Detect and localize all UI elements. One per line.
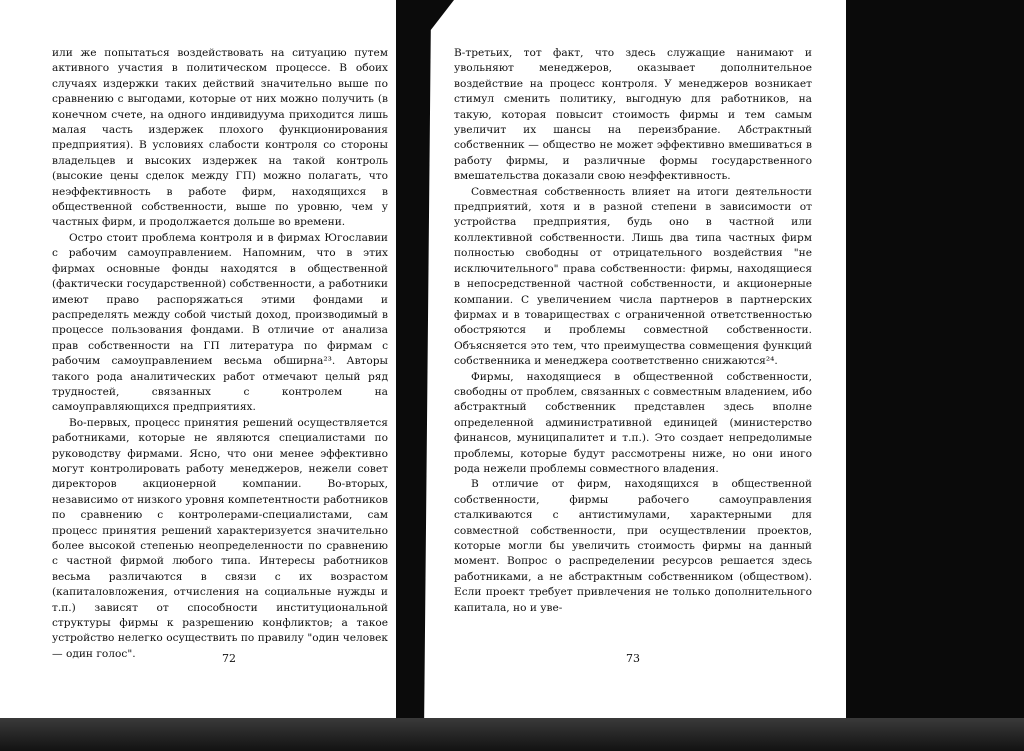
right-paragraph-3: Фирмы, находящиеся в общественной собственности, свободны от проблем, связанных с совместным владением, ибо абстрактный собственник представлен здесь вполне определенной административной единицей (министерство финансов, муниципалитет и т.п.). Это создает непредолимые проблемы, которые будут рассмотрены ниже, но они иного рода нежели проблемы совместного владения. [454, 370, 812, 475]
left-paragraph-2: Остро стоит проблема контроля и в фирмах Югославии с рабочим самоуправлением. Напомним, что в этих фирмах основные фонды находятся в общественной (фактически государственной) собственности, а работники имеют право распоряжаться этими фондами и распределять между собой чистый доход, производимый в процессе пользования фондами. В отличие от анализа прав собственности на ГП литература по фирмам с рабочим самоуправлением весьма обширна²³. Авторы такого рода аналитических работ отмечают целый ряд трудностей, связанных с контролем на самоуправляющихся предприятиях. [52, 231, 388, 414]
right-paragraph-4: В отличие от фирм, находящихся в общественной собственности, фирмы рабочего самоуправления сталкиваются с антистимулами, характерными для совместной собственности, при осуществлении проектов, которые могли бы увеличить стоимость фирмы на данный момент. Вопрос о распределении ресурсов решается здесь работниками, а не абстрактным собственником (обществом). Если проект требует привлечения не только дополнительного капитала, но и уве- [454, 478, 812, 614]
right-page-number: 73 [626, 652, 640, 665]
scan-bottom-edge [0, 718, 1024, 751]
scan-dark-margin [846, 0, 1024, 751]
right-page-text [454, 46, 812, 616]
right-paragraph-2: Совместная собственность влияет на итоги деятельности предприятий, хотя и в разной степени в зависимости от устройства предприятия, будь оно в частной или коллективной собственности. Лишь два типа частных фирм полностью свободны от отрицательного воздействия "не исключительного" права собственности: фирмы, находящиеся в непосредственной частной собственности, и акционерные компании. С увеличением числа партнеров в партнерских фирмах и в товариществах с ограниченной ответственностью обостряются и проблемы совместной собственности. Объясняется это тем, что преимущества совмещения функций собственника и менеджера соответственно снижаются²⁴. [454, 185, 812, 368]
right-paragraph-1: В-третьих, тот факт, что здесь служащие нанимают и увольняют менеджеров, оказывает дополнительное воздействие на процесс контроля. У менеджеров возникает стимул сменить политику, выгодную для работников, на такую, которая повысит стоимость фирмы и тем самым увеличит их шансы на переизбрание. Абстрактный собственник — общество не может эффективно вмешиваться в работу фирмы, и различные формы государственного вмешательства доказали свою неэффективность. [454, 47, 812, 183]
left-page-text [52, 46, 388, 662]
book-spine-shadow [396, 0, 454, 751]
left-paragraph-1: или же попытаться воздействовать на ситуацию путем активного участия в политическом процессе. В обоих случаях издержки таких действий значительно выше по сравнению с выгодами, которые от них можно получить (в конечном счете, на одного индивидуума приходится лишь малая часть издержек плохого функционирования предприятия). В условиях слабости контроля со стороны владельцев и высоких издержек на такой контроль (высокие цены сделок между ГП) можно полагать, что неэффективность в работе фирм, находящихся в общественной собственности, выше по уровню, чем у частных фирм, и продолжается дольше во времени. [52, 47, 388, 229]
left-page-number: 72 [222, 652, 236, 665]
left-paragraph-3: Во-первых, процесс принятия решений осуществляется работниками, которые не являются специалистами по руководству фирмами. Ясно, что они менее эффективно могут контролировать работу менеджеров, нежели совет директоров акционерной компании. Во-вторых, независимо от низкого уровня компетентности работников по сравнению с контролерами-специалистами, сам процесс принятия решений характеризуется значительно более высокой степенью неопределенности по сравнению с частной фирмой любого типа. Интересы работников весьма различаются в связи с их возрастом (капиталовложения, отчисления на социальные нужды и т.п.) зависят от способности институциональной структуры фирмы к разрешению конфликтов; а такое устройство нелегко осуществить по правилу "один человек — один голос". [52, 416, 388, 660]
